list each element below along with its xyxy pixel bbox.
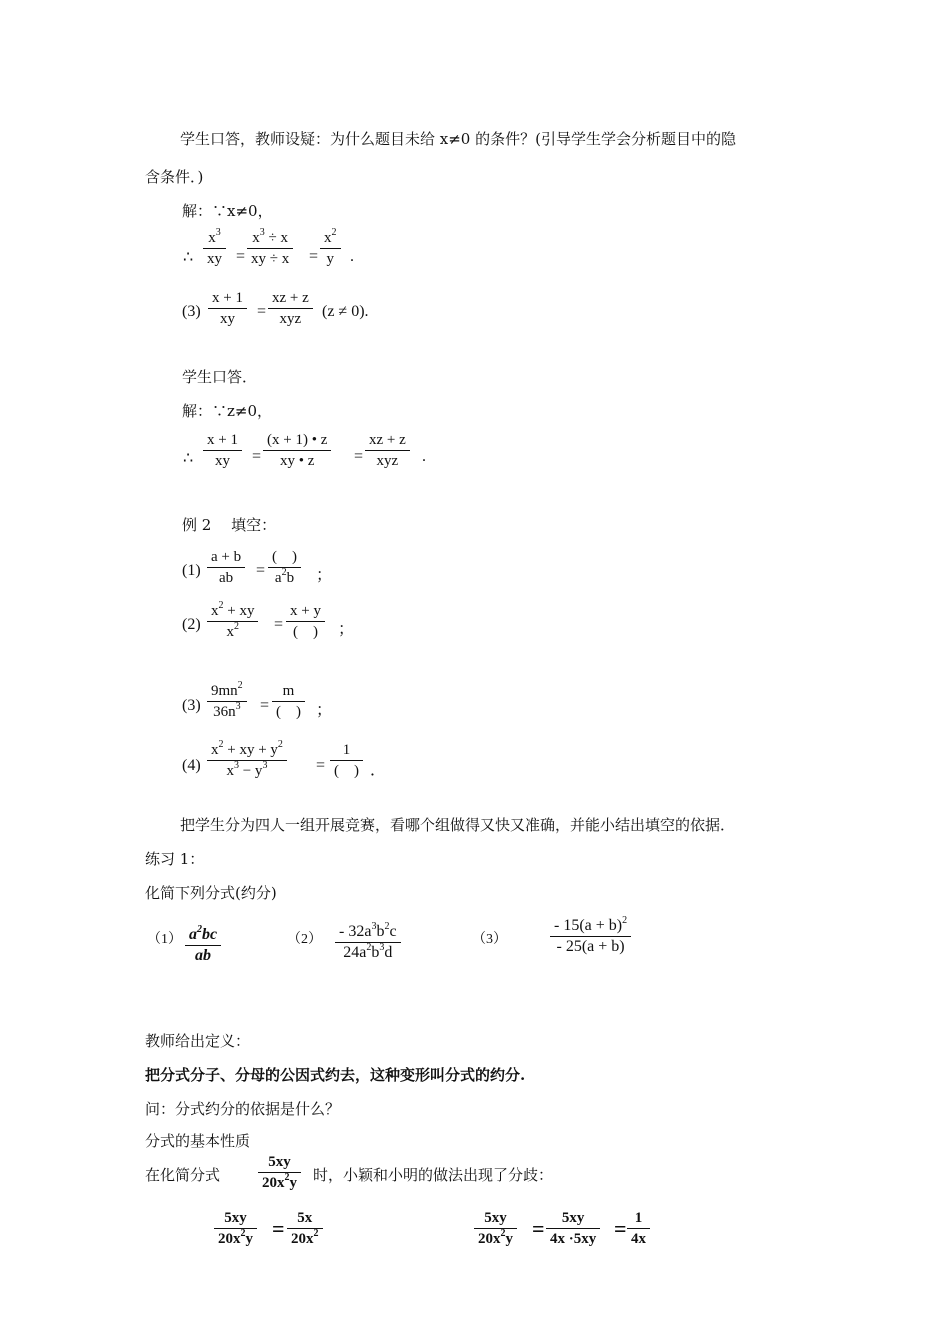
denominator: $a^2b$ xyxy=(268,567,301,588)
period: . xyxy=(350,248,354,265)
left-frac-2 xyxy=(287,1208,323,1249)
equals-sign: = xyxy=(316,757,326,774)
intro-end: 时，小颖和小明的做法出现了分歧： xyxy=(313,1166,554,1184)
intro-frac xyxy=(258,1152,301,1193)
numerator: xz + z xyxy=(369,432,406,448)
equals-sign: = xyxy=(309,248,319,265)
equals-sign: = xyxy=(257,303,267,320)
solution-1: 解：∵x≠0， xyxy=(182,202,273,220)
denominator: 4x xyxy=(627,1228,650,1249)
problem-3-frac xyxy=(550,916,631,957)
denominator: $20x^2y$ xyxy=(214,1228,257,1249)
equals-sign: = xyxy=(354,448,364,465)
para-1: 学生口答，教师设疑：为什么题目未给 x≠0 的条件？(引导学生学会分析题目中的隐 xyxy=(180,130,736,148)
fill-1-label: (1) xyxy=(182,562,201,579)
fill-4-frac-left xyxy=(207,740,287,781)
denominator: xy • z xyxy=(263,450,331,471)
solution-2: 解：∵z≠0， xyxy=(182,402,273,420)
right-frac-1 xyxy=(474,1208,517,1249)
numerator: 1 xyxy=(342,742,351,758)
practice-heading: 练习 1： xyxy=(145,850,205,868)
numerator-blank: ( ) xyxy=(272,549,297,565)
period: . xyxy=(422,448,426,465)
fill-3-frac-left xyxy=(207,681,247,722)
denominator: xyz xyxy=(268,308,313,329)
simplify-instruction: 化简下列分式(约分) xyxy=(145,884,277,902)
fill-1-frac-left xyxy=(207,547,245,588)
numerator: m xyxy=(282,683,295,699)
therefore-symbol: ∴ xyxy=(183,450,194,467)
equals-sign: = xyxy=(532,1216,545,1241)
numerator: xz + z xyxy=(272,290,309,306)
numerator: $x^2$ + xy + $y^2$ xyxy=(211,739,283,758)
denominator-blank: ( ) xyxy=(272,701,305,722)
definition: 把分式分子、分母的公因式约去，这种变形叫分式的约分. xyxy=(145,1066,526,1084)
fill-2-frac-left xyxy=(207,601,258,642)
denominator: xy ÷ x xyxy=(247,248,293,269)
numerator: x + 1 xyxy=(207,432,238,448)
fill-4-label: (4) xyxy=(182,757,201,774)
denominator: $x^2$ xyxy=(207,621,258,642)
denominator: $20x^2y$ xyxy=(474,1228,517,1249)
denominator: - 25(a + b) xyxy=(550,936,631,957)
numerator: x + y xyxy=(290,603,321,619)
numerator: $x^2$ xyxy=(324,227,337,246)
fill-3-label: (3) xyxy=(182,697,201,714)
period: ． xyxy=(370,762,387,779)
problem-1-label: （1） xyxy=(147,932,182,947)
numerator: a + b xyxy=(211,549,242,565)
denominator: $24a^2b^3d$ xyxy=(335,942,401,963)
eq2-frac-1 xyxy=(208,288,247,329)
equals-sign: = xyxy=(256,562,266,579)
denominator: $x^3 - y^3$ xyxy=(207,760,287,781)
denominator-blank: ( ) xyxy=(330,760,363,781)
numerator: 5xy xyxy=(268,1154,291,1170)
right-frac-3 xyxy=(627,1208,650,1249)
eq2-label: (3) xyxy=(182,303,201,320)
eq2-condition: (z ≠ 0). xyxy=(322,303,369,320)
denominator: xyz xyxy=(365,450,410,471)
equals-sign: = xyxy=(252,448,262,465)
equals-sign: = xyxy=(614,1216,627,1241)
fill-2-label: (2) xyxy=(182,616,201,633)
denominator: ab xyxy=(185,945,221,966)
denominator: xy xyxy=(208,308,247,329)
denominator: xy xyxy=(203,450,242,471)
denominator: xy xyxy=(203,248,226,269)
left-frac-1 xyxy=(214,1208,257,1249)
problem-1-frac xyxy=(185,925,221,966)
eq3-frac-2 xyxy=(263,430,331,471)
numerator: - $32a^3b^2c$ xyxy=(339,921,397,940)
fill-4-frac-right xyxy=(330,740,363,781)
numerator: 5xy xyxy=(561,1210,585,1226)
numerator: 1 xyxy=(634,1210,643,1226)
numerator: $x^3 \div x$ xyxy=(252,227,288,246)
equals-sign: = xyxy=(274,616,284,633)
eq1-frac-3 xyxy=(320,228,341,269)
equals-sign: = xyxy=(236,248,246,265)
answer-2: 学生口答． xyxy=(182,368,258,386)
property: 分式的基本性质 xyxy=(145,1132,251,1150)
numerator: 5xy xyxy=(224,1210,247,1226)
numerator: x + 1 xyxy=(212,290,243,306)
para-1-cont: 含条件．) xyxy=(145,168,204,186)
fill-2-frac-right xyxy=(286,601,325,642)
semicolon: ； xyxy=(316,702,333,719)
denominator: 4x ·5xy xyxy=(546,1228,600,1249)
eq2-frac-2 xyxy=(268,288,313,329)
semicolon: ； xyxy=(316,567,333,584)
teacher-definition-intro: 教师给出定义： xyxy=(145,1032,251,1050)
denominator: ab xyxy=(207,567,245,588)
right-frac-2 xyxy=(546,1208,600,1249)
numerator: - $15(a + b)^2$ xyxy=(554,915,628,934)
numerator: 5x xyxy=(297,1210,313,1226)
denominator: $20x^2$ xyxy=(287,1228,323,1249)
numerator: $x^2$ + xy xyxy=(211,600,255,619)
numerator: $a^2bc$ xyxy=(189,924,218,943)
eq1-frac-1 xyxy=(203,228,226,269)
eq1-frac-2 xyxy=(247,228,293,269)
eq3-frac-3 xyxy=(365,430,410,471)
eq3-frac-1 xyxy=(203,430,242,471)
equals-sign: = xyxy=(272,1216,285,1241)
denominator: $20x^2y$ xyxy=(258,1172,301,1193)
numerator: $x^3$ xyxy=(208,227,221,246)
question: 问：分式约分的依据是什么？ xyxy=(145,1100,341,1118)
numerator: (x + 1) • z xyxy=(267,432,328,448)
denominator: $36n^3$ xyxy=(207,701,247,722)
therefore-symbol: ∴ xyxy=(183,249,194,266)
problem-2-frac xyxy=(335,922,401,963)
intro-text: 在化简分式 xyxy=(145,1166,221,1184)
semicolon: ； xyxy=(338,621,355,638)
problem-3-label: （3） xyxy=(472,932,507,947)
example-2-heading: 例 2 填空： xyxy=(182,516,277,534)
denominator: y xyxy=(320,248,341,269)
para-3: 把学生分为四人一组开展竞赛，看哪个组做得又快又准确，并能小结出填空的依据． xyxy=(180,816,736,834)
problem-2-label: （2） xyxy=(287,932,322,947)
numerator: $9mn^2$ xyxy=(211,680,243,699)
numerator: 5xy xyxy=(484,1210,507,1226)
equals-sign: = xyxy=(260,697,270,714)
fill-1-frac-right xyxy=(268,547,301,588)
fill-3-frac-right xyxy=(272,681,305,722)
denominator-blank: ( ) xyxy=(286,621,325,642)
